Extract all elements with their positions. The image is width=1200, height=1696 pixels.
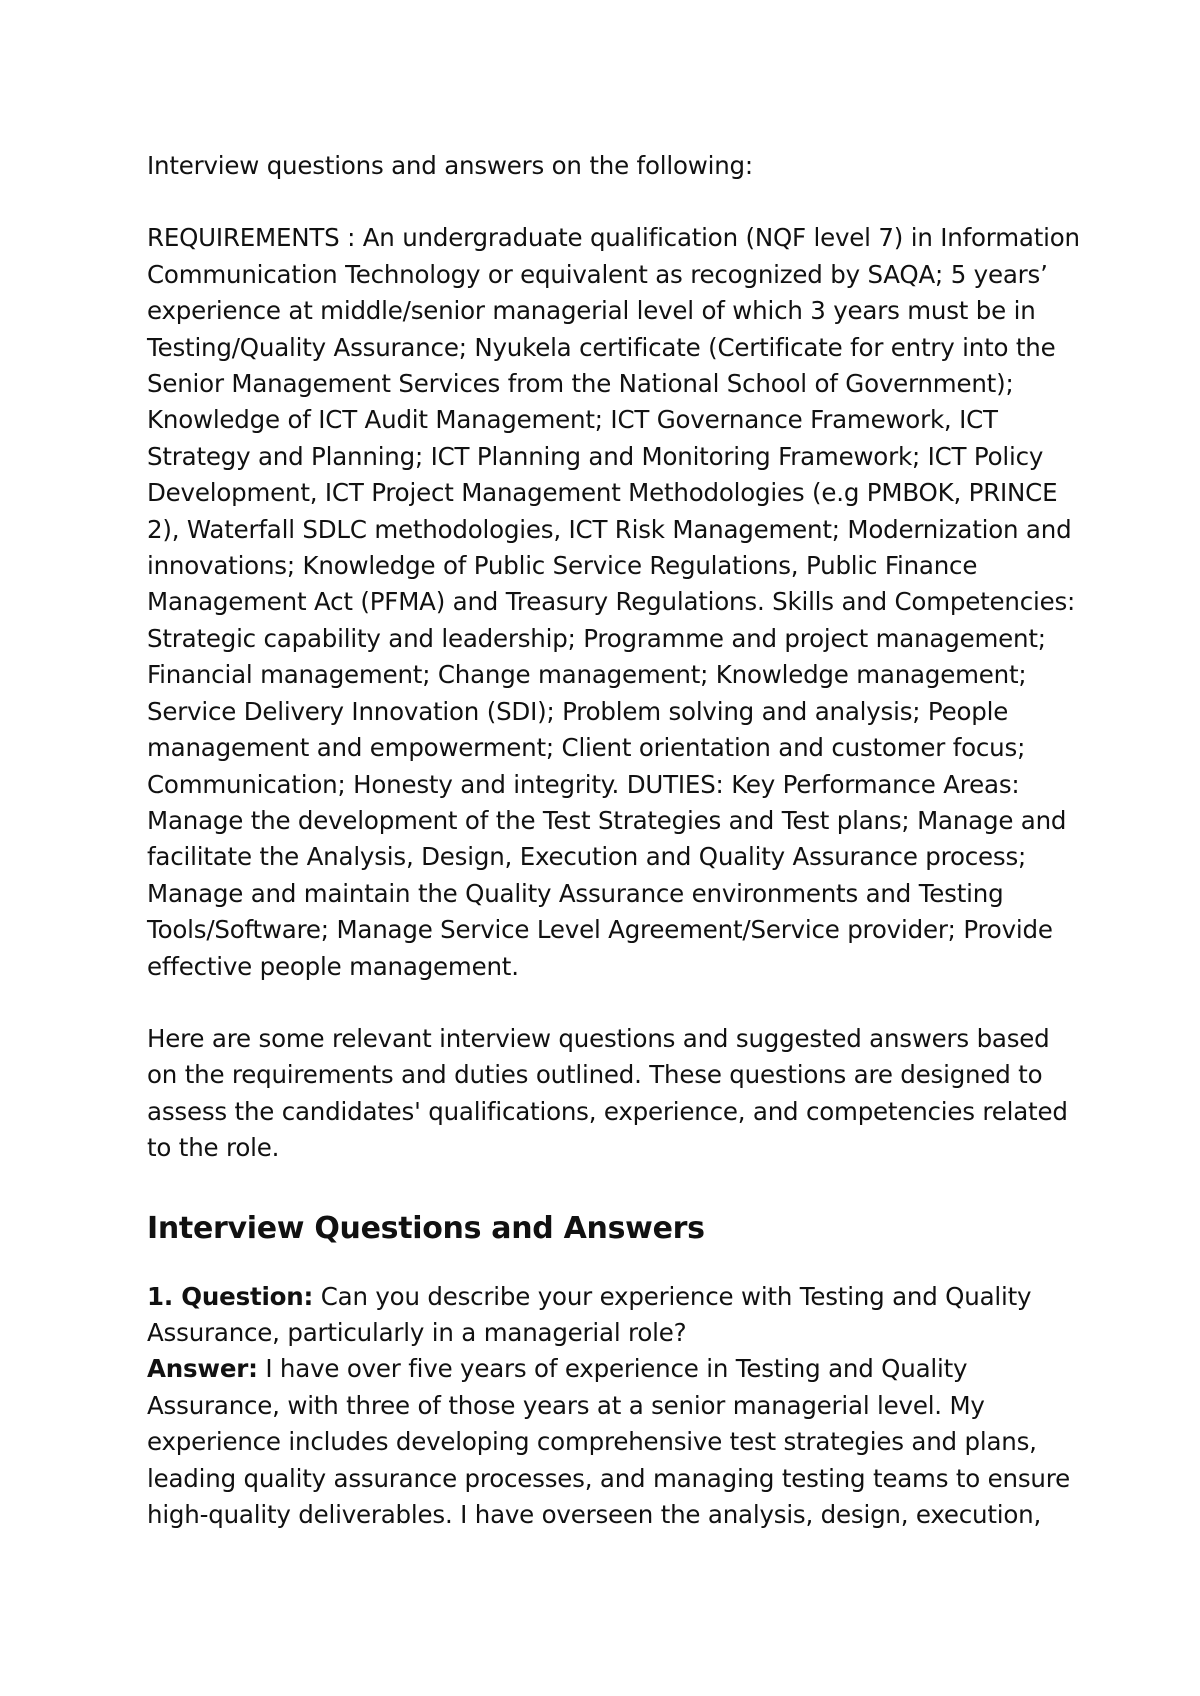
overview-paragraph: Here are some relevant interview questions and suggested answers based on the requirements and duties outlined. These questions are designed to assess the candidates' qualifications, experience, and competencies related to the role. bbox=[147, 1023, 1068, 1163]
qa-item bbox=[147, 1279, 1087, 1534]
section-heading: Interview Questions and Answers bbox=[147, 1210, 705, 1246]
requirements-paragraph: REQUIREMENTS : An undergraduate qualification (NQF level 7) in Information Communication Technology or equivalent as recognized by SAQA; 5 years’ experience at middle/senior managerial level of which 3 years must be in Testing/Quality Assurance; Nyukela certificate (Certificate for entry into the Senior Management Services from the National School of Government); Knowledge of ICT Audit Management; ICT Governance Framework, ICT Strategy and Planning; ICT Planning and Monitoring Framework; ICT Policy Development, ICT Project Management Methodologies (e.g PMBOK, PRINCE 2), Waterfall SDLC methodologies, ICT Risk Management; Modernization and innovations; Knowledge of Public Service Regulations, Public Finance Management Act (PFMA) and Treasury Regulations. Skills and Competencies: Strategic capability and leadership; Programme and project management; Financial management; Change management; Knowledge management; Service Delivery Innovation (SDI); Problem solving and analysis; People management and empowerment; Client orientation and customer focus; Communication; Honesty and integrity. DUTIES: Key Performance Areas: Manage the development of the Test Strategies and Test plans; Manage and facilitate the Analysis, Design, Execution and Quality Assurance process; Manage and maintain the Quality Assurance environments and Testing Tools/Software; Manage Service Level Agreement/Service provider; Provide effective people management. bbox=[147, 223, 1080, 981]
answer-text: I have over five years of experience in Testing and Quality Assurance, with three of those years at a senior managerial level. My experience includes developing comprehensive test strategies and plans, leading quality assurance processes, and managing testing teams to ensure high-quality deliverables. I have overseen the analysis, design, execution, bbox=[147, 1354, 1070, 1529]
answer-label: Answer: bbox=[147, 1354, 258, 1384]
intro-text: Interview questions and answers on the following: bbox=[147, 151, 753, 180]
document-page bbox=[147, 148, 1087, 1533]
question-text: Can you describe your experience with Testing and Quality Assurance, particularly in a managerial role? bbox=[147, 1281, 1032, 1347]
question-label: 1. Question: bbox=[147, 1281, 314, 1311]
question-paragraph bbox=[147, 1279, 1087, 1534]
answer-line bbox=[147, 1351, 1087, 1533]
